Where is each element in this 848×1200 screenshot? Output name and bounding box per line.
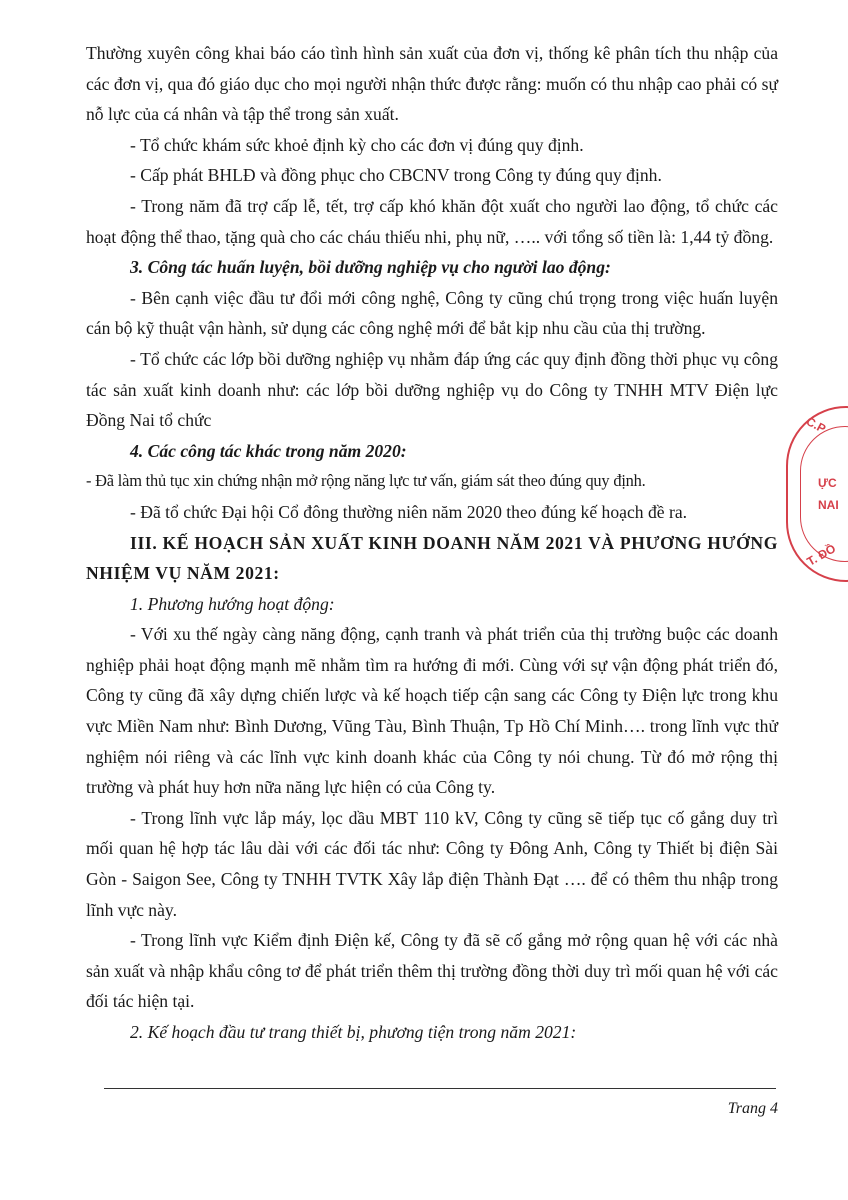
document-body — [86, 38, 778, 1048]
subheading-investment-plan: 2. Kế hoạch đầu tư trang thiết bị, phương tiện trong năm 2021: — [130, 1022, 577, 1042]
bullet-health-check: - Tổ chức khám sức khoẻ định kỳ cho các đơn vị đúng quy định. — [130, 134, 584, 155]
bullet-meter-inspection: - Trong lĩnh vực Kiểm định Điện kế, Công ty đã sẽ cố gắng mở rộng quan hệ với các nhà sản xuất và nhập khẩu công tơ để phát triển thêm thị trường đồng thời duy trì mối quan hệ với các đối tác hiện tại. — [86, 930, 778, 1012]
bullet-training-classes: - Tổ chức các lớp bồi dưỡng nghiệp vụ nhằm đáp ứng các quy định đồng thời phục vụ công tác sản xuất kinh doanh như: các lớp bồi dưỡng nghiệp vụ do Công ty TNHH MTV Điện lực Đồng Nai tổ chức — [86, 348, 778, 431]
seal-text-line-2: NAI — [818, 498, 839, 512]
subheading-direction: 1. Phương hướng hoạt động: — [130, 593, 335, 614]
bullet-uniform: - Cấp phát BHLĐ và đồng phục cho CBCNV trong Công ty đúng quy định. — [130, 165, 662, 186]
seal-text-bottom: T. ĐỒ — [804, 541, 839, 569]
bullet-allowance: - Trong năm đã trợ cấp lễ, tết, trợ cấp khó khăn đột xuất cho người lao động, tổ chức các hoạt động thể thao, tặng quà cho các cháu thiếu nhi, phụ nữ, ….. với tổng số tiền là: 1,44 tỷ đồng. — [86, 195, 778, 247]
bullet-shareholder-meeting: - Đã tổ chức Đại hội Cổ đông thường niên năm 2020 theo đúng kế hoạch đề ra. — [130, 501, 688, 522]
company-seal-inner-ring — [800, 426, 848, 562]
page-number: Trang 4 — [727, 1100, 778, 1117]
bullet-technology: - Bên cạnh việc đầu tư đổi mới công nghệ, Công ty cũng chú trọng trong việc huấn luyện cán bộ kỹ thuật vận hành, sử dụng các công nghệ mới để bắt kịp nhu cầu của thị trường. — [86, 287, 778, 339]
section-heading-3: III. KẾ HOẠCH SẢN XUẤT KINH DOANH NĂM 2021 VÀ PHƯƠNG HƯỚNG NHIỆM VỤ NĂM 2021: — [86, 532, 778, 584]
seal-text-line-1: ỰC — [818, 476, 837, 490]
paragraph-income-reporting: Thường xuyên công khai báo cáo tình hình sản xuất của đơn vị, thống kê phân tích thu nhập của các đơn vị, qua đó giáo dục cho mọi người nhận thức được rằng: muốn có thu nhập cao phải có sự nỗ lực của cá nhân và tập thể trong sản xuất. — [86, 43, 778, 125]
footer-rule — [104, 1088, 776, 1089]
bullet-installation: - Trong lĩnh vực lắp máy, lọc dầu MBT 110 kV, Công ty cũng sẽ tiếp tục cố gắng duy trì mối quan hệ hợp tác lâu dài với các đối tác như: Công ty Đông Anh, Công ty Thiết bị điện Sài Gòn - Saigon See, Công ty TNHH TVTK Xây lắp điện Thành Đạt …. để có thêm thu nhập trong lĩnh vực này. — [86, 807, 778, 920]
bullet-certification: - Đã làm thủ tục xin chứng nhận mở rộng năng lực tư vấn, giám sát theo đúng quy định. — [86, 471, 646, 491]
bullet-market-strategy: - Với xu thế ngày càng năng động, cạnh tranh và phát triển của thị trường buộc các doanh nghiệp phải hoạt động mạnh mẽ nhằm tìm ra hướng đi mới. Cùng với sự vận động phát triển đó, Công ty cũng đã xây dựng chiến lược và kế hoạch tiếp cận sang các Công ty Điện lực trong khu vực Miền Nam như: Bình Dương, Vũng Tàu, Bình Thuận, Tp Hồ Chí Minh…. trong lĩnh vực thử nghiệm nói riêng và các lĩnh vực kinh doanh khác của Công ty nói chung. Từ đó mở rộng thị trường và phát huy hơn nữa năng lực hiện có của Công ty. — [86, 624, 778, 798]
heading-training: 3. Công tác huấn luyện, bồi dưỡng nghiệp vụ cho người lao động: — [130, 257, 611, 278]
seal-text-top: C.P — [803, 414, 829, 436]
heading-other-work: 4. Các công tác khác trong năm 2020: — [130, 440, 407, 461]
